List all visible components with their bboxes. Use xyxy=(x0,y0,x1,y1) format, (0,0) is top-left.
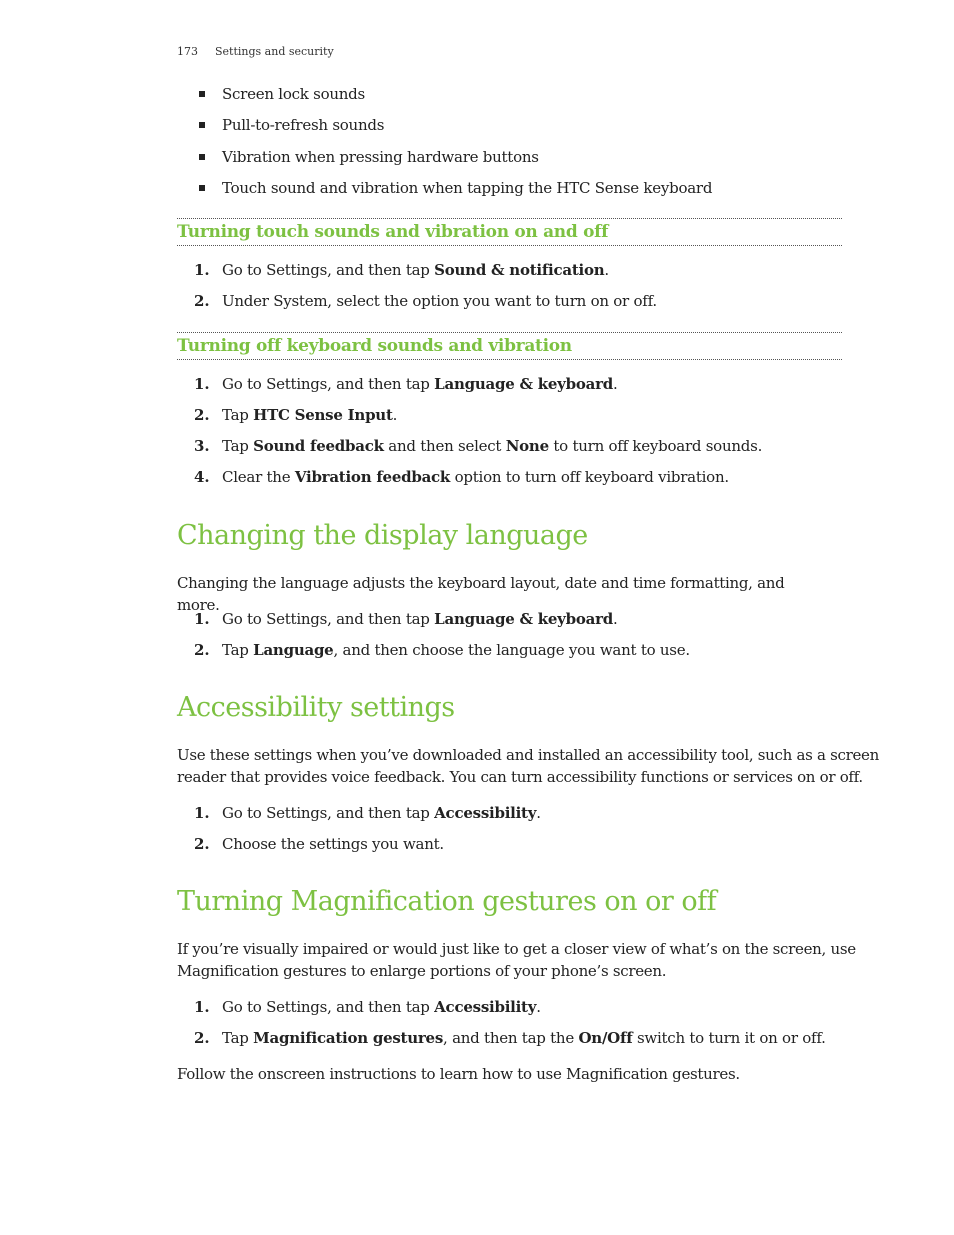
paragraph: Changing the language adjusts the keyboard layout, date and time formatting, and more. xyxy=(177,574,785,614)
step-text: Choose the settings you want. xyxy=(222,835,444,853)
subheading-text: Turning touch sounds and vibration on and off xyxy=(177,222,609,242)
list-item: Pull-to-refresh sounds xyxy=(222,116,385,134)
step-text: Tap Magnification gestures, and then tap the On/Off switch to turn it on or off. xyxy=(222,1029,826,1047)
section-name: Settings and security xyxy=(215,45,334,58)
paragraph: Follow the onscreen instructions to learn how to use Magnification gestures. xyxy=(177,1065,740,1083)
page-number: 173 xyxy=(177,45,198,58)
step-number: 1. xyxy=(194,804,210,822)
paragraph: Use these settings when you’ve downloaded and installed an accessibility tool, such as a screen reader that provides voice feedback. You can turn accessibility functions or services on or off. xyxy=(177,746,879,786)
step-number: 1. xyxy=(194,610,210,628)
section-heading: Accessibility settings xyxy=(177,692,455,723)
step-text: Clear the Vibration feedback option to turn off keyboard vibration. xyxy=(222,468,729,486)
bullet-marker xyxy=(199,122,205,128)
step-text: Under System, select the option you want to turn on or off. xyxy=(222,292,657,310)
bullet-marker xyxy=(199,91,205,97)
subheading-text: Turning off keyboard sounds and vibration xyxy=(177,336,572,356)
step-text: Go to Settings, and then tap Accessibility. xyxy=(222,804,541,822)
bullet-marker xyxy=(199,185,205,191)
step-text: Go to Settings, and then tap Sound & notification. xyxy=(222,261,609,279)
subheading-touch-sounds xyxy=(177,218,842,246)
section-heading: Turning Magnification gestures on or off xyxy=(177,886,717,917)
list-item: Vibration when pressing hardware buttons xyxy=(222,148,539,166)
section-heading: Changing the display language xyxy=(177,520,588,551)
step-number: 2. xyxy=(194,835,210,853)
step-text: Tap HTC Sense Input. xyxy=(222,406,398,424)
step-number: 1. xyxy=(194,998,210,1016)
step-number: 4. xyxy=(194,468,210,486)
step-text: Go to Settings, and then tap Accessibility. xyxy=(222,998,541,1016)
step-text: Tap Language, and then choose the language you want to use. xyxy=(222,641,690,659)
bullet-marker xyxy=(199,154,205,160)
step-text: Go to Settings, and then tap Language & keyboard. xyxy=(222,610,618,628)
step-text: Tap Sound feedback and then select None to turn off keyboard sounds. xyxy=(222,437,763,455)
list-item: Touch sound and vibration when tapping the HTC Sense keyboard xyxy=(222,179,713,197)
step-number: 1. xyxy=(194,375,210,393)
list-item: Screen lock sounds xyxy=(222,85,365,103)
step-number: 2. xyxy=(194,406,210,424)
step-number: 2. xyxy=(194,641,210,659)
paragraph: If you’re visually impaired or would just like to get a closer view of what’s on the screen, use Magnification gestures to enlarge portions of your phone’s screen. xyxy=(177,940,856,980)
step-number: 2. xyxy=(194,292,210,310)
step-number: 3. xyxy=(194,437,210,455)
subheading-keyboard-sounds xyxy=(177,332,842,360)
step-number: 2. xyxy=(194,1029,210,1047)
running-header xyxy=(177,45,334,58)
step-number: 1. xyxy=(194,261,210,279)
step-text: Go to Settings, and then tap Language & keyboard. xyxy=(222,375,618,393)
